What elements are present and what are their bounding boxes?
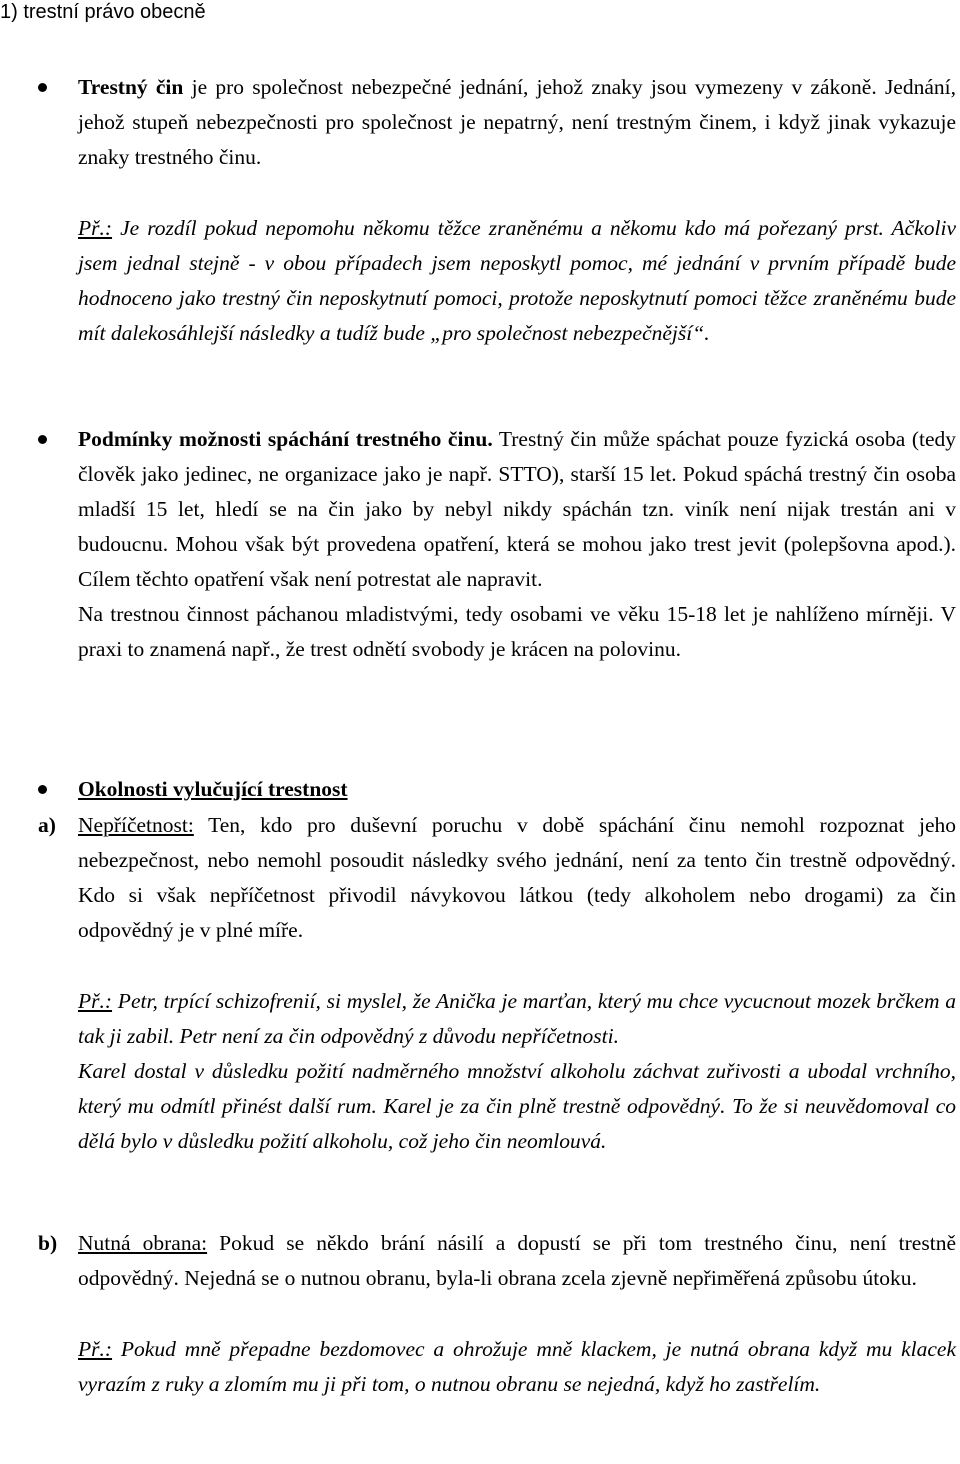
juvenile-paragraph: Na trestnou činnost páchanou mladistvými, tedy osobami ve věku 15-18 let je nahlíženo mírněji. V praxi to znamená např., že trest odnětí svobody je krácen na polovinu. [78,602,956,661]
example-paragraph-2: Karel dostal v důsledku požití nadměrného množství alkoholu záchvat zuřivosti a ubodal vrchního, který mu odmítl přinést další rum. Karel je za čin plně trestně odpovědný. To že si neuvědomoval co dělá bylo v důsledku požití alkoholu, což jeho čin neomlouvá. [78,1059,956,1153]
example-text: Petr, trpící schizofrenií, si myslel, že Anička je marťan, který mu chce vycucnout mozek brčkem a tak ji zabil. Petr není za čin odpovědný z důvodu nepříčetnosti. [78,989,956,1048]
example-label: Př.: [78,989,113,1013]
definition-text: je pro společnost nebezpečné jednání, jehož znaky jsou vymezeny v zákoně. Jednání, jehož stupeň nebezpečnosti pro společnost je nepatrný, není trestným činem, i když jinak vykazuje znaky trestného činu. [78,75,956,169]
item-paragraph [78,1226,956,1296]
list-marker-a: a) [38,813,56,837]
page-heading: 1) trestní právo obecně [0,1,206,23]
example-paragraph [78,984,956,1054]
example-label: Př.: [78,1337,113,1361]
item-nepricetnost [78,808,956,1159]
section-podminky [78,422,956,667]
bullet [38,785,47,794]
example-paragraph [78,211,956,351]
item-paragraph [78,808,956,948]
section-okolnosti [78,772,956,807]
term-bold: Podmínky možnosti spáchání trestného činu. [78,427,493,451]
section-trestny-cin [78,70,956,351]
bullet [38,83,47,92]
definition-paragraph [78,70,956,175]
conditions-text: Trestný čin může spáchat pouze fyzická osoba (tedy člověk jako jedinec, ne organizace jako je např. STTO), starší 15 let. Pokud spáchá trestný čin osoba mladší 15 let, hledí se na čin jako by nebyl nikdy spáchán tzn. viník není nijak trestán ani v budoucnu. Mohou však být provedena opatření, která se mohou jako trest jevit (polepšovna apod.). Cílem těchto opatření však není potrestat ale napravit. [78,427,956,591]
example-text: Pokud mně přepadne bezdomovec a ohrožuje mně klackem, je nutná obrana když mu klacek vyrazím z ruky a zlomím mu ji při tom, o nutnou obranu se nejedná, když ho zastřelím. [78,1337,956,1396]
list-marker-b: b) [38,1231,58,1255]
item-label: Nutná obrana: [78,1231,208,1255]
section-title: Okolnosti vylučující trestnost [78,777,348,801]
term-bold: Trestný čin [78,75,184,99]
item-text: Pokud se někdo brání násilí a dopustí se při tom trestného činu, není trestně odpovědný. Nejedná se o nutnou obranu, byla-li obrana zcela zjevně nepřiměřená způsobu útoku. [78,1231,956,1290]
item-text: Ten, kdo pro duševní poruchu v době spáchání činu nemohl rozpoznat jeho nebezpečnost, nebo nemohl posoudit následky svého jednání, není za tento čin trestně odpovědný. Kdo si však nepříčetnost přivodil návykovou látkou (tedy alkoholem nebo drogami) za čin odpovědný je v plné míře. [78,813,956,942]
item-label: Nepříčetnost: [78,813,194,837]
example-label: Př.: [78,216,113,240]
item-nutna-obrana [78,1226,956,1402]
example-paragraph [78,1332,956,1402]
example-text: Je rozdíl pokud nepomohu někomu těžce zraněnému a někomu kdo má pořezaný prst. Ačkoliv jsem jednal stejně - v obou případech jsem neposkytl pomoc, mé jednání v prvním případě bude hodnoceno jako trestný čin neposkytnutí pomoci, protože neposkytnutí pomoci těžce zraněnému bude mít dalekosáhlejší následky a tudíž bude „pro společnost nebezpečnější“. [78,216,956,345]
bullet [38,435,47,444]
conditions-paragraph [78,422,956,597]
